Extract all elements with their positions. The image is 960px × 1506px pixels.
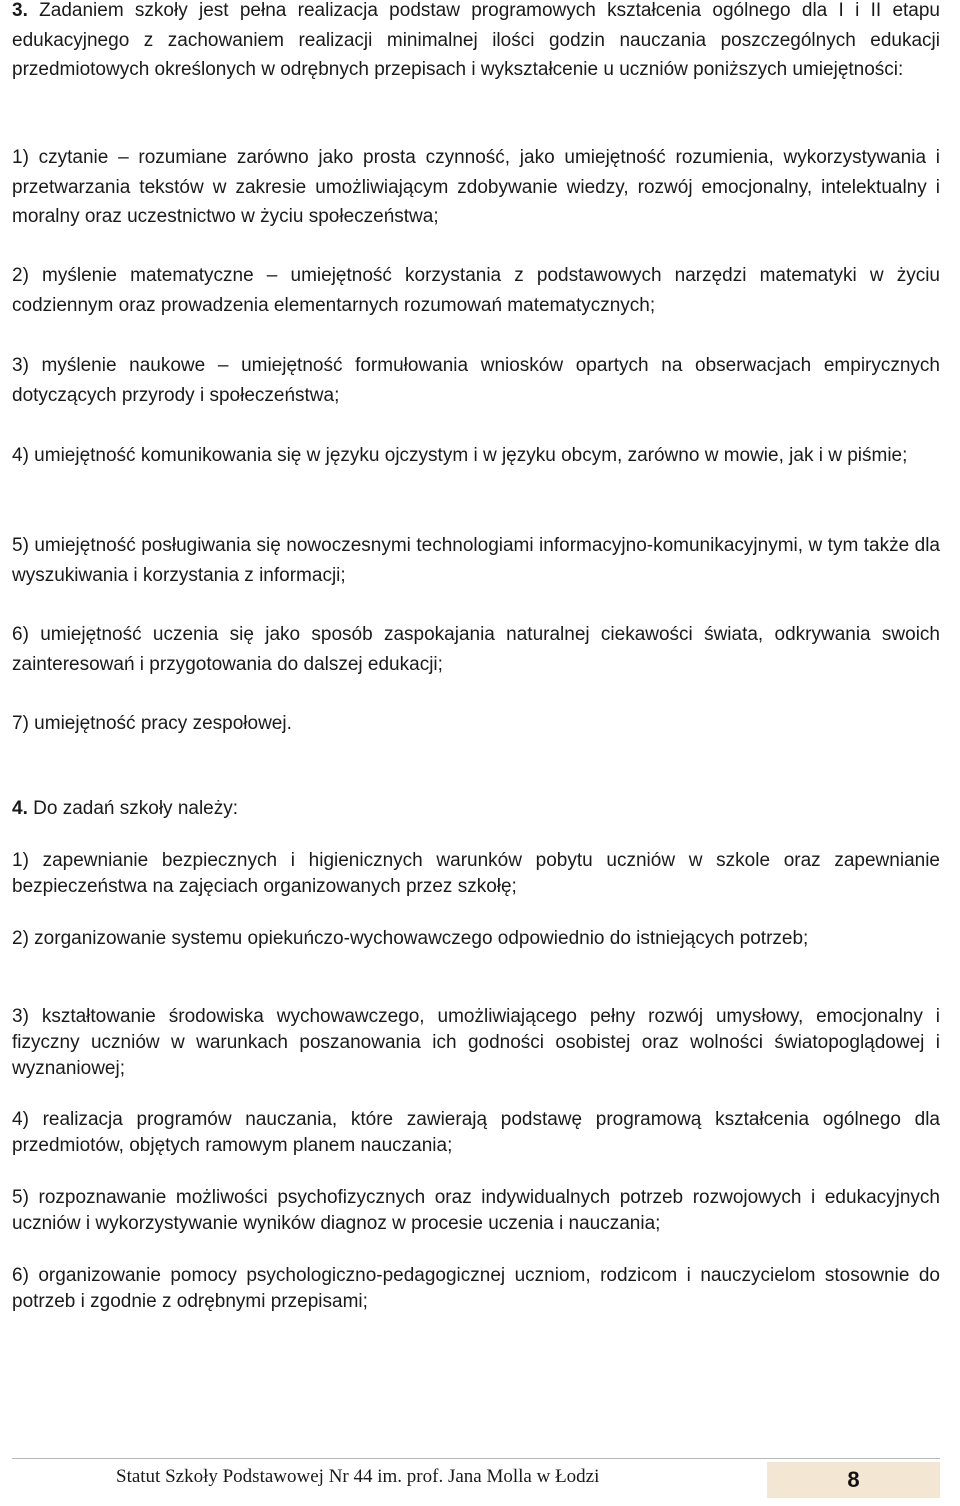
section-3-item-1: 1) czytanie – rozumiane zarówno jako prosta czynność, jako umiejętność rozumienia, wykorzystywania i przetwarzania tekstów w zakresie umożliwiającym zdobywanie wiedzy, rozwój emocjonalny, intelektualny i moralny oraz uczestnictwo w życiu społeczeństwa;: [12, 147, 940, 227]
footer-title: Statut Szkoły Podstawowej Nr 44 im. prof. Jana Molla w Łodzi: [116, 1466, 600, 1487]
section-3-item-2: 2) myślenie matematyczne – umiejętność korzystania z podstawowych narzędzi matematyki w życiu codziennym oraz prowadzenia elementarnych rozumowań matematycznych;: [12, 265, 940, 316]
section-4-item-1: 1) zapewnianie bezpiecznych i higienicznych warunków pobytu uczniów w szkole oraz zapewnianie bezpieczeństwa na zajęciach organizowanych przez szkołę;: [12, 850, 940, 897]
page-number: 8: [767, 1462, 940, 1498]
section-4-item-5: 5) rozpoznawanie możliwości psychofizycznych oraz indywidualnych potrzeb rozwojowych i edukacyjnych uczniów i wykorzystywanie wyników diagnoz w procesie uczenia i nauczania;: [12, 1187, 940, 1234]
section-4-intro: [12, 794, 940, 824]
section-4-number: 4.: [12, 798, 28, 819]
section-3-number: 3.: [12, 0, 28, 21]
section-3-item-6: 6) umiejętność uczenia się jako sposób zaspokajania naturalnej ciekawości świata, odkrywania swoich zainteresowań i przygotowania do dalszej edukacji;: [12, 624, 940, 675]
section-4-item-2: 2) zorganizowanie systemu opiekuńczo-wychowawczego odpowiednio do istniejących potrzeb;: [12, 928, 809, 949]
section-4-item-3: 3) kształtowanie środowiska wychowawczego, umożliwiającego pełny rozwój umysłowy, emocjonalny i fizyczny uczniów w warunkach poszanowania ich godności osobistej oraz wolności światopoglądowej i wyznaniowej;: [12, 1006, 940, 1079]
section-3-item-7: 7) umiejętność pracy zespołowej.: [12, 713, 292, 734]
section-4-item-4: 4) realizacja programów nauczania, które zawierają podstawę programową kształcenia ogólnego dla przedmiotów, objętych ramowym planem nauczania;: [12, 1109, 940, 1156]
section-4-item-6: 6) organizowanie pomocy psychologiczno-pedagogicznej uczniom, rodzicom i nauczycielom stosownie do potrzeb i zgodnie z odrębnymi przepisami;: [12, 1265, 940, 1312]
section-4-intro-text: Do zadań szkoły należy:: [33, 798, 239, 819]
footer-divider: [12, 1458, 940, 1459]
section-3-item-4: 4) umiejętność komunikowania się w języku ojczystym i w języku obcym, zarówno w mowie, jak i w piśmie;: [12, 445, 908, 466]
section-3-item-3: 3) myślenie naukowe – umiejętność formułowania wniosków opartych na obserwacjach empirycznych dotyczących przyrody i społeczeństwa;: [12, 355, 940, 406]
section-3-intro-text: Zadaniem szkoły jest pełna realizacja podstaw programowych kształcenia ogólnego dla I i II etapu edukacyjnego z zachowaniem realizacji minimalnej ilości godzin nauczania poszczególnych edukacji przedmiotowych określonych w odrębnych przepisach i wykształcenie u uczniów poniższych umiejętności:: [12, 0, 940, 80]
section-3-intro: [12, 0, 940, 85]
section-3-item-5: 5) umiejętność posługiwania się nowoczesnymi technologiami informacyjno-komunikacyjnymi, w tym także dla wyszukiwania i korzystania z informacji;: [12, 535, 940, 586]
footer: [12, 1462, 764, 1498]
